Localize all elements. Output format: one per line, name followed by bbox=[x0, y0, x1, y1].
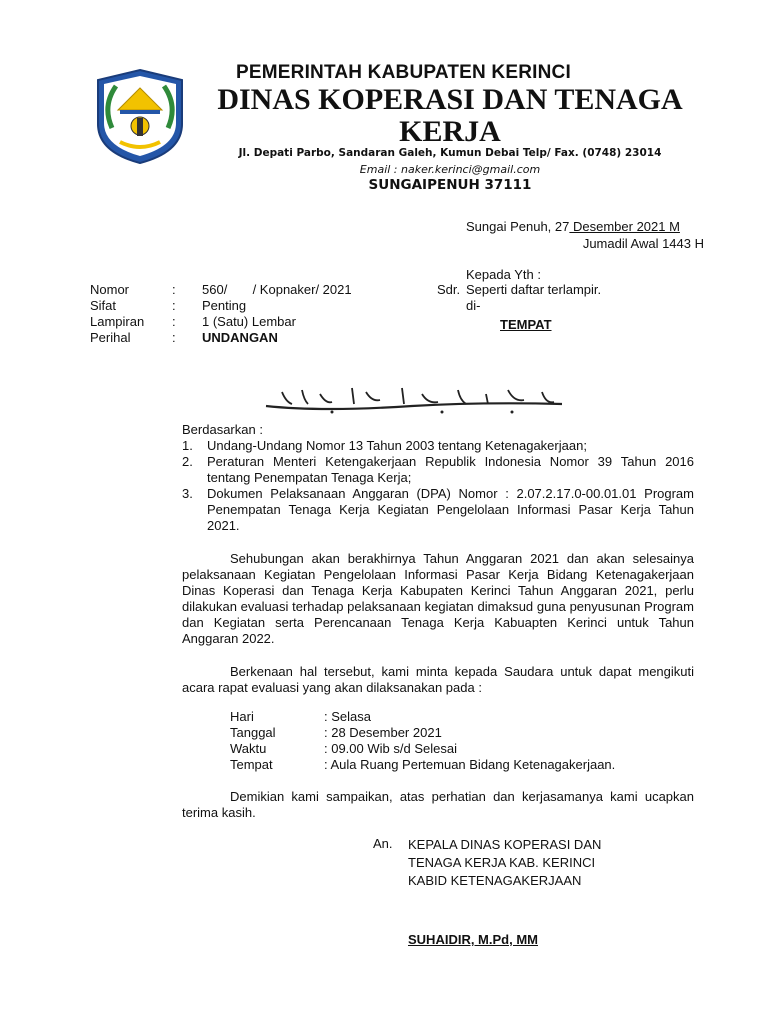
city-postcode: SUNGAIPENUH 37111 bbox=[368, 177, 532, 193]
list-number: 1. bbox=[182, 438, 193, 453]
letter-body bbox=[182, 422, 694, 696]
list-item bbox=[182, 486, 694, 534]
list-text: Undang-Undang Nomor 13 Tahun 2003 tentang Ketenagakerjaan; bbox=[207, 438, 587, 453]
legal-basis-list bbox=[182, 438, 694, 534]
meta-key: Nomor bbox=[90, 282, 130, 297]
meta-row bbox=[90, 282, 352, 298]
body-paragraph-2: Berkenaan hal tersebut, kami minta kepada Saudara untuk dapat mengikuti acara rapat evaluasi yang akan dilaksanakan pada : bbox=[182, 664, 694, 695]
meta-value: 560/ / Kopnaker/ 2021 bbox=[202, 282, 352, 297]
date-month-year: Desember 2021 M bbox=[569, 219, 680, 234]
signature-block bbox=[408, 836, 601, 890]
list-text: Dokumen Pelaksanaan Anggaran (DPA) Nomor : 2.07.2.17.0-00.01.01 Program Penempatan Tenaga Kerja Kegiatan Pengelolaan Informasi Pasar Kerja Tahun 2021. bbox=[207, 486, 694, 533]
meta-value: 1 (Satu) Lembar bbox=[202, 314, 296, 329]
schedule-row bbox=[230, 757, 615, 773]
recipient-sdr: Sdr. bbox=[437, 282, 461, 297]
signature-title-2: TENAGA KERJA KAB. KERINCI bbox=[408, 855, 596, 870]
body-intro: Berdasarkan : bbox=[182, 422, 263, 437]
meta-sep: : bbox=[172, 298, 176, 313]
schedule-key: Waktu bbox=[230, 741, 267, 756]
schedule-value: : 28 Desember 2021 bbox=[324, 725, 442, 740]
meta-row bbox=[90, 314, 352, 330]
office-email: Email : naker.kerinci@gmail.com bbox=[359, 163, 541, 176]
schedule-key: Tempat bbox=[230, 757, 273, 772]
recipient-place: TEMPAT bbox=[500, 317, 552, 332]
signature-an: An. bbox=[373, 836, 393, 851]
signature-title-1: KEPALA DINAS KOPERASI DAN bbox=[408, 837, 602, 852]
meta-sep: : bbox=[172, 330, 176, 345]
list-item bbox=[182, 438, 694, 454]
hijri-date: Jumadil Awal 1443 H bbox=[582, 236, 704, 251]
meta-key: Sifat bbox=[90, 298, 117, 313]
meta-key: Perihal bbox=[90, 330, 131, 345]
body-paragraph-1: Sehubungan akan berakhirnya Tahun Anggaran 2021 dan akan selesainya pelaksanaan Kegiatan Pengelolaan Informasi Pasar Kerja Bidang Ketenagakerjaan Dinas Koperasi dan Tenaga Kerja Kabupaten Kerinci Tahun Anggaran 2021, perlu dilakukan evaluasi terhadap pelaksanaan kegiatan dimaksud guna penyusunan Program dan Kegiatan serta Perencanaan Tenaga Kerja Kabuapten Kerinci untuk Tahun Anggaran 2022. bbox=[182, 551, 694, 646]
recipient-salutation: Kepada Yth : bbox=[466, 267, 541, 282]
schedule-row bbox=[230, 741, 615, 757]
letter-date bbox=[466, 219, 680, 234]
recipient-name: Seperti daftar terlampir. bbox=[466, 282, 602, 297]
closing-paragraph: Demikian kami sampaikan, atas perhatian dan kerjasamanya kami ucapkan terima kasih. bbox=[182, 789, 694, 820]
meta-sep: : bbox=[172, 314, 176, 329]
recipient-di: di- bbox=[466, 298, 481, 313]
department-name: DINAS KOPERASI DAN TENAGA KERJA bbox=[217, 83, 683, 148]
meta-value: Penting bbox=[202, 298, 247, 313]
list-number: 2. bbox=[182, 454, 193, 469]
schedule-value: : 09.00 Wib s/d Selesai bbox=[324, 741, 457, 756]
letter-meta bbox=[90, 282, 352, 346]
meta-row bbox=[90, 330, 352, 346]
government-name: PEMERINTAH KABUPATEN KERINCI bbox=[236, 62, 571, 83]
meta-key: Lampiran bbox=[90, 314, 145, 329]
date-prefix: Sungai Penuh, 27 bbox=[466, 219, 570, 234]
list-number: 3. bbox=[182, 486, 193, 501]
meta-sep: : bbox=[172, 282, 176, 297]
schedule-key: Tanggal bbox=[230, 725, 276, 740]
list-item bbox=[182, 454, 694, 486]
schedule-row bbox=[230, 709, 615, 725]
schedule-value: : Selasa bbox=[324, 709, 371, 724]
schedule-value: : Aula Ruang Pertemuan Bidang Ketenagakerjaan. bbox=[324, 757, 616, 772]
schedule-row bbox=[230, 725, 615, 741]
office-address: Jl. Depati Parbo, Sandaran Galeh, Kumun Debai Telp/ Fax. (0748) 23014 bbox=[238, 147, 662, 159]
schedule-key: Hari bbox=[230, 709, 254, 724]
meeting-schedule bbox=[230, 709, 615, 773]
kerinci-regency-emblem bbox=[90, 66, 190, 166]
list-text: Peraturan Menteri Ketengakerjaan Republik Indonesia Nomor 39 Tahun 2016 tentang Penempatan Tenaga Kerja; bbox=[207, 454, 694, 485]
basmalah-calligraphy bbox=[262, 382, 572, 418]
signatory-name: SUHAIDIR, M.Pd, MM bbox=[408, 932, 538, 947]
meta-value-subject: UNDANGAN bbox=[202, 330, 278, 345]
signature-title-3: KABID KETENAGAKERJAAN bbox=[408, 873, 582, 888]
meta-row bbox=[90, 298, 352, 314]
